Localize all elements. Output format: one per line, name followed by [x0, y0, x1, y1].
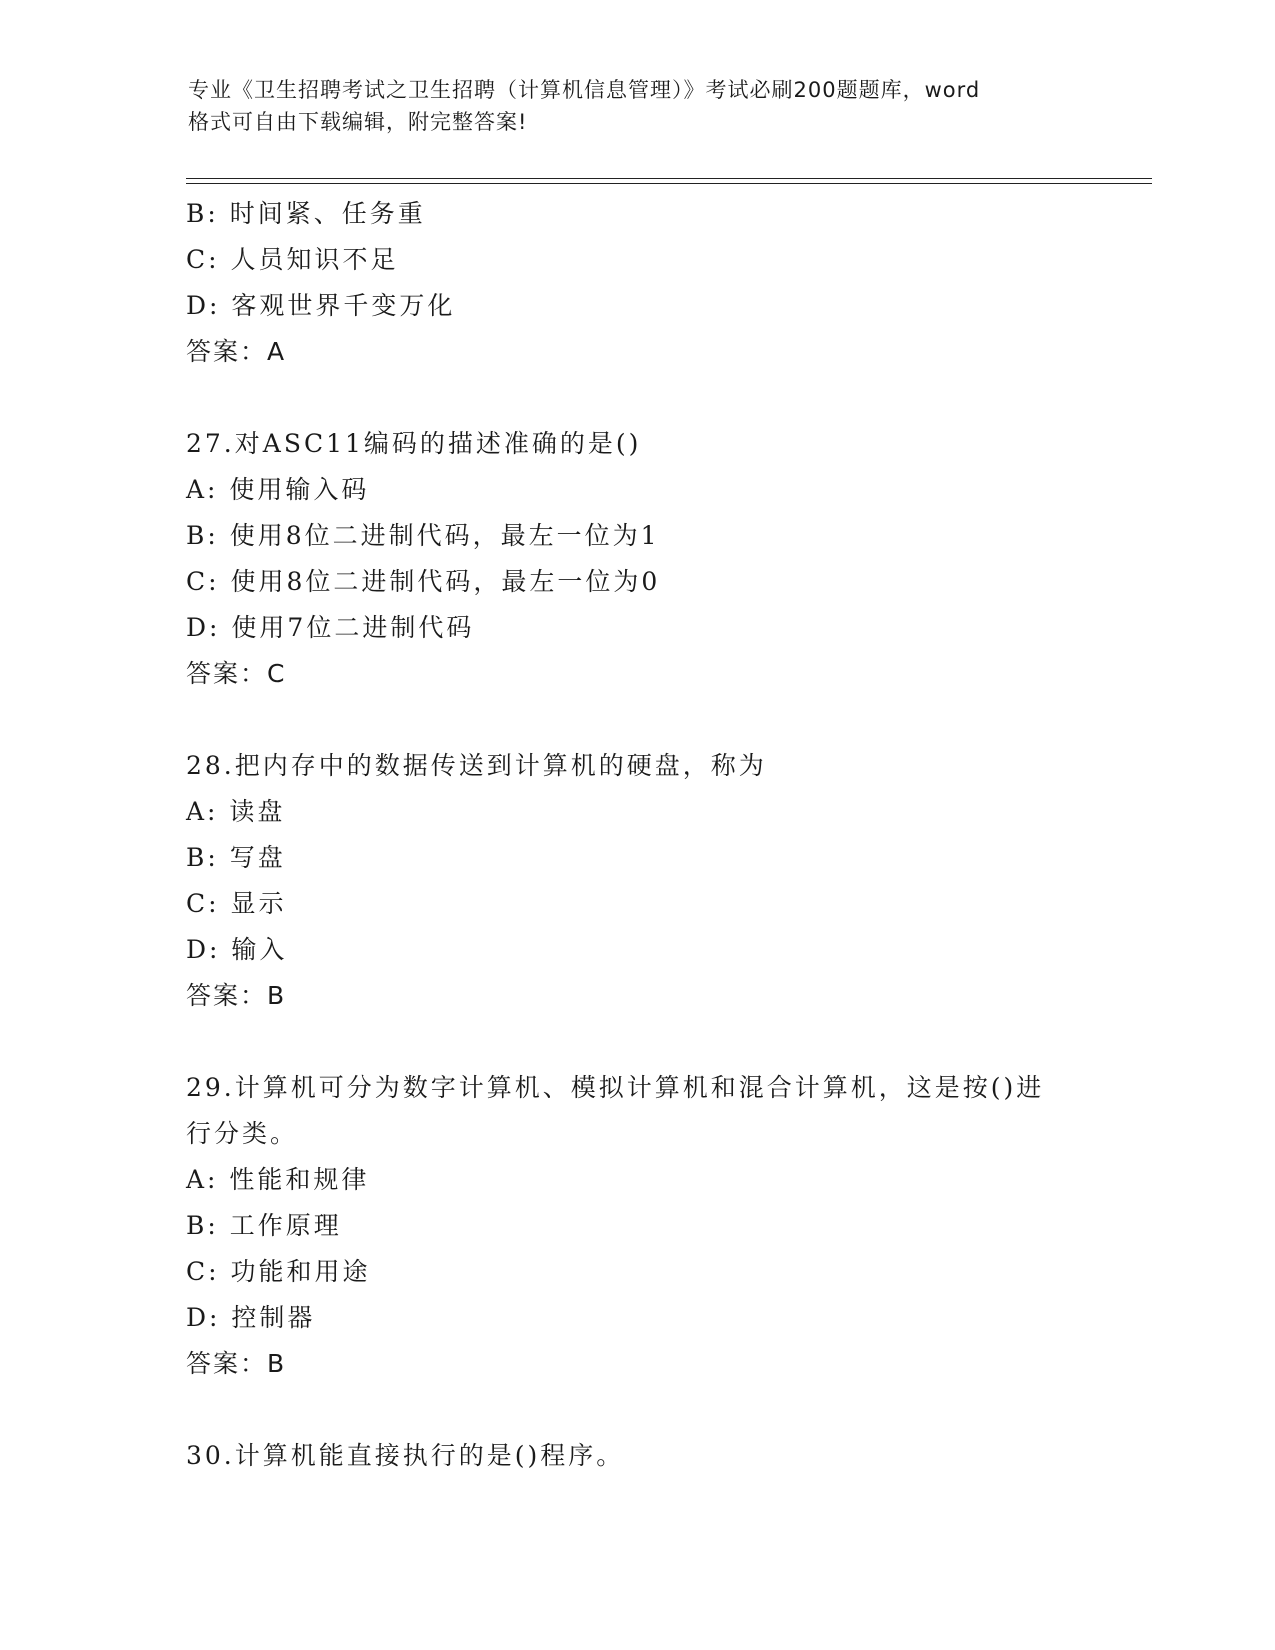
question-26-tail: [186, 191, 1086, 375]
option-d: D: 客观世界千变万化: [186, 291, 456, 320]
question-28: [186, 743, 1086, 1019]
option-c: C: 使用8位二进制代码，最左一位为0: [186, 567, 661, 596]
document-header: [188, 74, 1088, 138]
question-text: 28.把内存中的数据传送到计算机的硬盘，称为: [186, 751, 767, 780]
question-27: [186, 421, 1086, 697]
option-c: C: 人员知识不足: [186, 245, 399, 274]
answer-line: 答案：B: [186, 1349, 287, 1378]
option-b: B: 写盘: [186, 843, 286, 872]
option-b: B: 时间紧、任务重: [186, 199, 426, 228]
spacer: [186, 697, 1086, 743]
spacer: [186, 1019, 1086, 1065]
header-line-1: 专业《卫生招聘考试之卫生招聘（计算机信息管理）》考试必刷200题题库，word: [188, 78, 981, 102]
answer-line: 答案：C: [186, 659, 287, 688]
spacer: [186, 1387, 1086, 1433]
option-b: B: 使用8位二进制代码，最左一位为1: [186, 521, 660, 550]
option-b: B: 工作原理: [186, 1211, 342, 1240]
question-text-line-1: 29.计算机可分为数字计算机、模拟计算机和混合计算机，这是按()进: [186, 1073, 1045, 1102]
header-rule-top: [186, 178, 1152, 179]
option-d: D: 输入: [186, 935, 288, 964]
question-text: 30.计算机能直接执行的是()程序。: [186, 1441, 625, 1470]
option-d: D: 使用7位二进制代码: [186, 613, 475, 642]
question-30: [186, 1433, 1086, 1479]
header-rule-bottom: [186, 183, 1152, 184]
option-c: C: 功能和用途: [186, 1257, 371, 1286]
answer-line: 答案：B: [186, 981, 287, 1010]
answer-line: 答案：A: [186, 337, 287, 366]
question-list: [186, 191, 1086, 1479]
spacer: [186, 375, 1086, 421]
option-a: A: 使用输入码: [186, 475, 370, 504]
option-c: C: 显示: [186, 889, 287, 918]
question-text-line-2: 行分类。: [186, 1119, 299, 1148]
question-29: [186, 1065, 1086, 1387]
header-line-2: 格式可自由下载编辑，附完整答案!: [188, 110, 528, 134]
question-text: 27.对ASC11编码的描述准确的是(): [186, 429, 642, 458]
option-a: A: 性能和规律: [186, 1165, 370, 1194]
option-d: D: 控制器: [186, 1303, 316, 1332]
option-a: A: 读盘: [186, 797, 286, 826]
